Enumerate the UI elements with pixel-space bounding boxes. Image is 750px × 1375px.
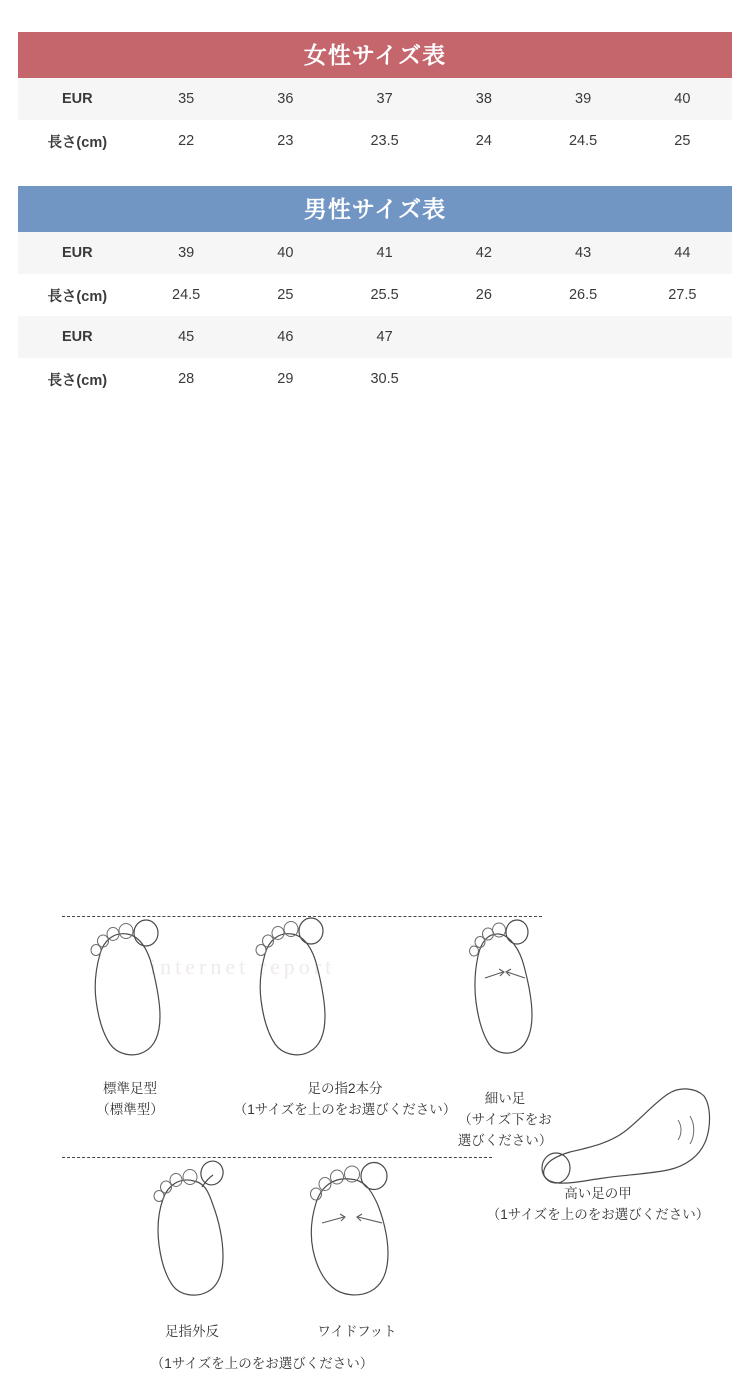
row-header: EUR	[18, 316, 137, 358]
watermark-text: internet report	[150, 954, 336, 979]
alignment-guide-bottom	[62, 1157, 492, 1158]
women-size-table-block	[18, 0, 732, 162]
men-size-table	[18, 232, 732, 400]
table-cell: 23	[236, 120, 335, 162]
table-cell: 42	[434, 232, 533, 274]
caption-line: ワイドフット	[317, 1324, 397, 1339]
caption-line: 足指外反	[165, 1324, 219, 1339]
women-size-table	[18, 78, 732, 162]
table-row	[18, 232, 732, 274]
men-size-table-block	[18, 162, 732, 400]
table-cell: 39	[137, 232, 236, 274]
table-cell: 47	[335, 316, 434, 358]
table-row	[18, 120, 732, 162]
caption-high-instep	[448, 1184, 748, 1226]
table-cell: 28	[137, 358, 236, 400]
table-cell	[633, 358, 732, 400]
table-row	[18, 358, 732, 400]
foot-illustration-narrow	[455, 916, 555, 1066]
caption-line: （標準型）	[96, 1101, 164, 1117]
foot-illustration-standard	[80, 916, 180, 1066]
table-cell: 45	[137, 316, 236, 358]
table-cell: 40	[236, 232, 335, 274]
foot-illustration-high-instep	[528, 1082, 718, 1192]
caption-line: （1サイズを上のをお選びください）	[150, 1356, 374, 1371]
caption-line: （1サイズを上のをお選びください）	[486, 1206, 710, 1222]
caption-bunion-wide-note	[112, 1354, 412, 1375]
table-cell: 41	[335, 232, 434, 274]
table-cell: 24	[434, 120, 533, 162]
caption-line: （サイズ下をお	[458, 1111, 552, 1127]
table-cell	[633, 316, 732, 358]
table-cell	[434, 358, 533, 400]
table-cell: 37	[335, 78, 434, 120]
foot-illustration-wide	[300, 1157, 410, 1307]
table-cell: 44	[633, 232, 732, 274]
caption-line: （1サイズを上のをお選びください）	[233, 1101, 457, 1117]
table-cell: 38	[434, 78, 533, 120]
caption-wide	[272, 1322, 442, 1343]
row-header: 長さ(cm)	[18, 358, 137, 400]
caption-standard	[45, 1079, 215, 1121]
table-cell: 25	[633, 120, 732, 162]
table-cell: 26	[434, 274, 533, 316]
table-cell: 29	[236, 358, 335, 400]
caption-line: 足の指2本分	[307, 1081, 383, 1096]
table-cell: 24.5	[137, 274, 236, 316]
row-header: 長さ(cm)	[18, 120, 137, 162]
table-cell	[533, 358, 632, 400]
foot-shape-diagram	[0, 424, 750, 1371]
table-cell: 27.5	[633, 274, 732, 316]
row-header: EUR	[18, 232, 137, 274]
table-cell: 35	[137, 78, 236, 120]
foot-illustration-bunion	[142, 1157, 242, 1307]
table-cell	[434, 316, 533, 358]
row-header: 長さ(cm)	[18, 274, 137, 316]
table-cell: 24.5	[533, 120, 632, 162]
row-header: EUR	[18, 78, 137, 120]
table-cell: 39	[533, 78, 632, 120]
table-cell: 46	[236, 316, 335, 358]
table-cell: 25.5	[335, 274, 434, 316]
table-cell: 25	[236, 274, 335, 316]
caption-line: 標準足型	[103, 1081, 157, 1096]
table-row	[18, 78, 732, 120]
caption-line: 選びください）	[457, 1132, 553, 1148]
table-row	[18, 316, 732, 358]
table-cell: 40	[633, 78, 732, 120]
table-cell: 43	[533, 232, 632, 274]
foot-illustration-two-toe	[245, 916, 345, 1066]
table-cell: 22	[137, 120, 236, 162]
men-table-title: 男性サイズ表	[18, 186, 732, 232]
table-cell: 36	[236, 78, 335, 120]
caption-bunion	[107, 1322, 277, 1343]
table-cell: 23.5	[335, 120, 434, 162]
table-cell	[533, 316, 632, 358]
caption-line: 細い足	[484, 1091, 526, 1106]
women-table-title: 女性サイズ表	[18, 32, 732, 78]
table-row	[18, 274, 732, 316]
table-cell: 30.5	[335, 358, 434, 400]
table-cell: 26.5	[533, 274, 632, 316]
caption-line: 高い足の甲	[564, 1186, 632, 1201]
